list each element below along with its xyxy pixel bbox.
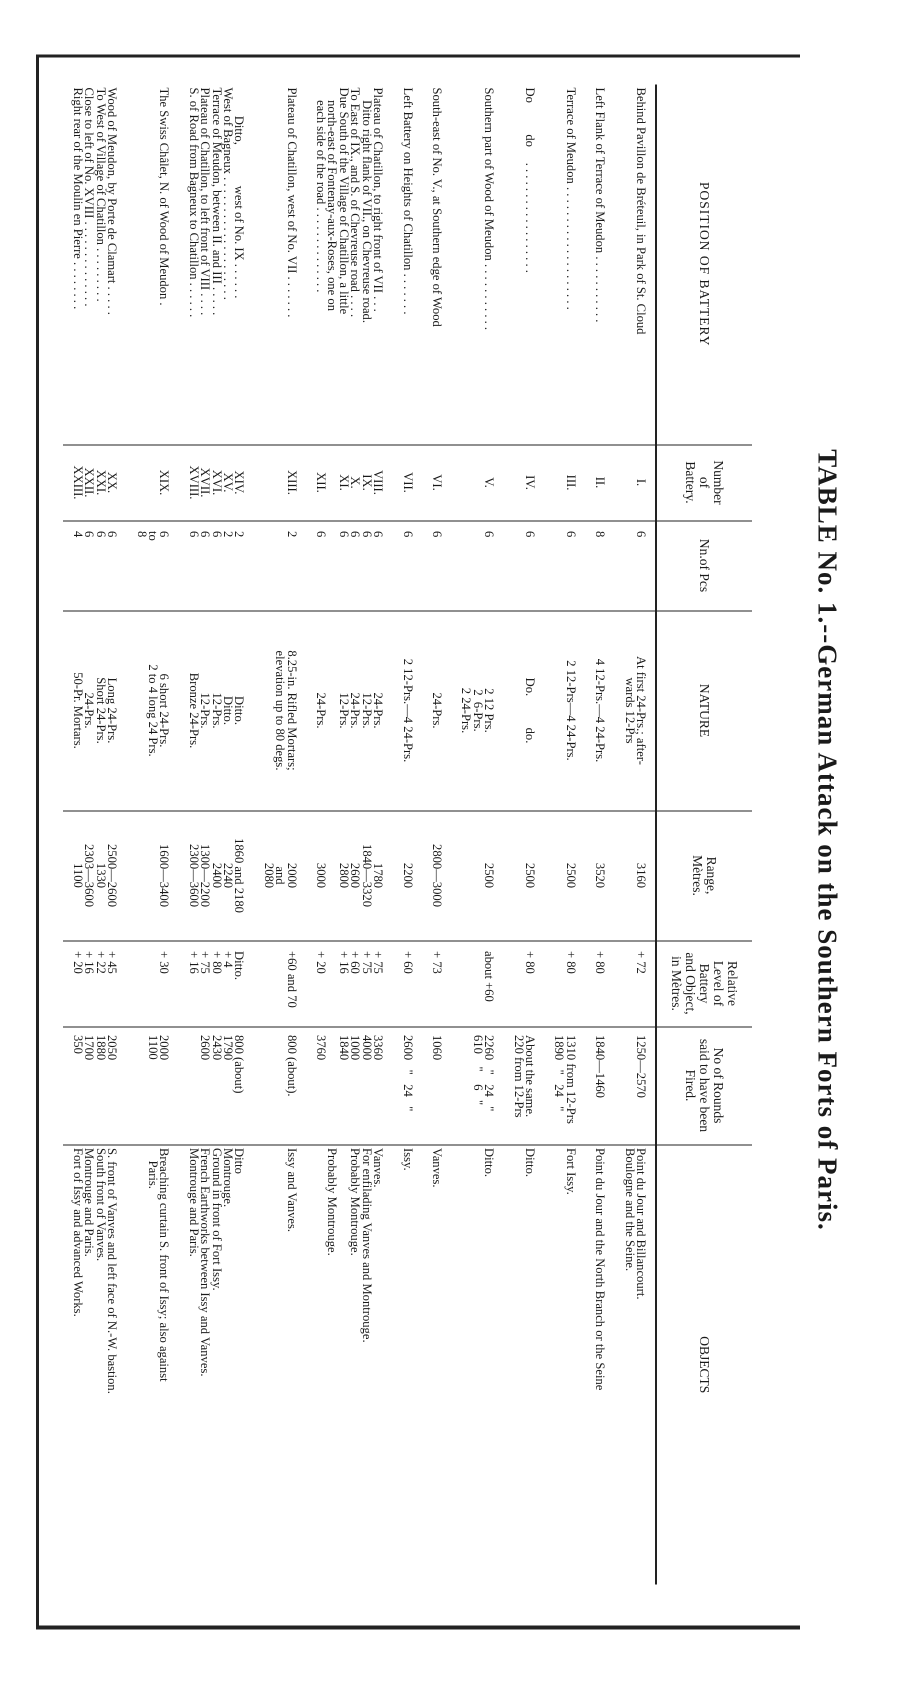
- cell-nature: Long 24-Prs. Short 24-Prs. 24-Prs. 50-Pr. Mortars.: [63, 611, 127, 811]
- cell-pieces: 6: [614, 521, 656, 611]
- cell-number: XIII.: [253, 445, 305, 521]
- battery-table: [63, 85, 752, 1585]
- header-level: Relative Level of Battery and Object, in Mètres.: [656, 941, 752, 1027]
- cell-range: 2200: [392, 811, 421, 941]
- cell-nature: 4 12-Prs.—4 24-Prs.: [585, 611, 614, 811]
- header-position: POSITION OF BATTERY: [656, 85, 752, 445]
- table-row: [585, 85, 614, 1585]
- cell-rounds: 800 (about).: [253, 1027, 305, 1145]
- cell-range: 1600—3400: [126, 811, 178, 941]
- cell-number: XIV. XV. XVI. XVII. XVIII.: [178, 445, 253, 521]
- cell-position: Left Battery on Heights of Chatillon . . . . . . .: [400, 87, 415, 315]
- cell-nature: 2 12 Prs. 2 6-Prs. 2 24-Prs.: [451, 611, 503, 811]
- cell-pieces: 6: [392, 521, 421, 611]
- table-row: [63, 85, 127, 1585]
- cell-range: 3520: [585, 811, 614, 941]
- cell-nature: 6 short 24-Prs. 2 to 4 long 24 Prs.: [126, 611, 178, 811]
- cell-nature: Ditto. Ditto. 12-Prs. 12-Prs. Bronze 24-Prs.: [178, 611, 253, 811]
- cell-objects: Ditto.: [503, 1145, 544, 1585]
- header-number: Number of Battery.: [656, 445, 752, 521]
- cell-rounds: 2600 " 24 ": [392, 1027, 421, 1145]
- cell-range: 3160: [614, 811, 656, 941]
- table-row: [503, 85, 544, 1585]
- header-pieces: Nn.of Pcs: [656, 521, 752, 611]
- cell-range: 1780 1840—3320 2600 2800 3000: [306, 811, 392, 941]
- cell-position: Do do . . . . . . . . . . . . . . . . . .: [522, 87, 537, 273]
- cell-position: Plateau of Chatillon, west of No. VII . . . . . . .: [284, 87, 299, 318]
- cell-number: VI.: [422, 445, 451, 521]
- cell-range: 2500—2600 1330 2303—3600 1100: [63, 811, 127, 941]
- header-rounds: No of Rounds said to have been Fired.: [656, 1027, 752, 1145]
- cell-rounds: 2000 1100: [126, 1027, 178, 1145]
- cell-level: + 72: [614, 941, 656, 1027]
- header-range: Range, Mètres.: [656, 811, 752, 941]
- cell-level: + 73: [422, 941, 451, 1027]
- table-body: [63, 85, 656, 1585]
- cell-pieces: 6: [451, 521, 503, 611]
- cell-objects: Fort Issy.: [544, 1145, 585, 1585]
- battery-table-sheet: [36, 55, 800, 1630]
- cell-level: + 30: [126, 941, 178, 1027]
- table-header: [656, 85, 752, 1585]
- table-row: [253, 85, 305, 1585]
- cell-number: XIX.: [126, 445, 178, 521]
- cell-position: South-east of No. V., at Southern edge of Wood: [429, 87, 444, 327]
- cell-nature: 2 12-Prs.—4 24-Prs.: [392, 611, 421, 811]
- cell-objects: Ditto Montrouge. Ground in front of Fort Issy. French Earthworks between Issy and Vanves. Montrouge and Paris.: [178, 1145, 253, 1585]
- cell-position: Southern part of Wood of Meudon . . . . . . . . . . .: [482, 87, 497, 331]
- cell-nature: 24-Prs.: [422, 611, 451, 811]
- cell-pieces: 8: [585, 521, 614, 611]
- cell-rounds: 2050 1880 1700 350: [63, 1027, 127, 1145]
- cell-pieces: 6: [544, 521, 585, 611]
- cell-rounds: 3360 4000 1000 1840 3760: [306, 1027, 392, 1145]
- cell-range: 2500: [451, 811, 503, 941]
- cell-rounds: 1060: [422, 1027, 451, 1145]
- table-row: [178, 85, 253, 1585]
- cell-objects: Ditto.: [451, 1145, 503, 1585]
- cell-objects: Point du Jour and the North Branch or the Seine: [585, 1145, 614, 1585]
- cell-level: Ditto. + 4 + 80 + 75 + 16: [178, 941, 253, 1027]
- cell-rounds: 800 (about) 1790 2430 2600: [178, 1027, 253, 1145]
- page-title: TABLE No. 1.--German Attack on the Southern Forts of Paris.: [812, 449, 843, 1231]
- table-row: [544, 85, 585, 1585]
- cell-range: 2500: [503, 811, 544, 941]
- cell-position: Plateau of Chatillon, to right front of VII . . . Ditto right flank of VII., on Chevreuse road. To East of IX., and S. of Chevreuse road . . . . Due South of the Village of Chatillon, a little north-east of Fontenay-aux-Roses, one on each side of the road . . . . . . . . . . . . . .: [314, 87, 386, 323]
- cell-nature: 8.25-in. Rifled Mortars; elevation up to 80 degs.: [253, 611, 305, 811]
- cell-position: Behind Pavillon de Bréteuil, in Park of St. Cloud: [634, 87, 648, 335]
- header-nature: NATURE: [656, 611, 752, 811]
- cell-nature: 2 12-Prs—4 24-Prs.: [544, 611, 585, 811]
- cell-pieces: 2 2 6 6 6: [178, 521, 253, 611]
- cell-pieces: 6 to 8: [126, 521, 178, 611]
- cell-level: +60 and 70: [253, 941, 305, 1027]
- cell-number: II.: [585, 445, 614, 521]
- cell-level: + 80: [544, 941, 585, 1027]
- table-row: [451, 85, 503, 1585]
- cell-range: 2800—3000: [422, 811, 451, 941]
- cell-nature: At first 24-Prs.; after- wards 12-Prs: [614, 611, 656, 811]
- cell-level: + 45 + 22 + 16 + 20: [63, 941, 127, 1027]
- cell-level: + 80: [503, 941, 544, 1027]
- cell-level: + 75 + 75 + 60 + 16 + 20: [306, 941, 392, 1027]
- cell-rounds: 1310 from 12-Prs 1890 " 24 ": [544, 1027, 585, 1145]
- cell-range: 2000 and 2080: [253, 811, 305, 941]
- cell-position: The Swiss Châlet, N. of Wood of Meudon .: [157, 87, 172, 306]
- cell-position: Terrace of Meudon . . . . . . . . . . . . . . . . . . . .: [563, 87, 578, 310]
- header-objects: OBJECTS: [656, 1145, 752, 1585]
- cell-pieces: 6: [503, 521, 544, 611]
- cell-objects: Point du Jour and Billancourt. Boulogne and the Seine.: [614, 1145, 656, 1585]
- cell-nature: 24-Prs. 12-Prs. 24-Prs. 12-Prs. 24-Prs.: [306, 611, 392, 811]
- cell-number: VII.: [392, 445, 421, 521]
- table-row: [126, 85, 178, 1585]
- cell-level: + 80: [585, 941, 614, 1027]
- cell-range: 1860 and 2180 2240 2400 1300—2200 2300—3600: [178, 811, 253, 941]
- cell-pieces: 6 6 6 4: [63, 521, 127, 611]
- table-row: [392, 85, 421, 1585]
- cell-objects: Breaching curtain S. front of Issy; also against Paris.: [126, 1145, 178, 1585]
- cell-rounds: About the same. 220 from 12-Prs: [503, 1027, 544, 1145]
- cell-level: about +60: [451, 941, 503, 1027]
- table-row: [422, 85, 451, 1585]
- cell-rounds: 2260 " 24 " 610 " 6 ": [451, 1027, 503, 1145]
- cell-pieces: 2: [253, 521, 305, 611]
- cell-objects: Vanves.: [422, 1145, 451, 1585]
- cell-number: XX. XXI. XXII. XXIII.: [63, 445, 127, 521]
- cell-rounds: 1250—2570: [614, 1027, 656, 1145]
- cell-number: III.: [544, 445, 585, 521]
- cell-objects: Issy.: [392, 1145, 421, 1585]
- cell-level: + 60: [392, 941, 421, 1027]
- cell-pieces: 6: [422, 521, 451, 611]
- table-row: [614, 85, 656, 1585]
- cell-nature: Do. do.: [503, 611, 544, 811]
- cell-number: I.: [614, 445, 656, 521]
- cell-objects: Vanves. For enfilading Vanves and Montrouge. Probably Montrouge. Probably Montrouge.: [306, 1145, 392, 1585]
- cell-position: Ditto, west of No. IX . . . . . . West of Bagneux . . . . . . . . . . . . . . . . . . . . Terrace of Meudon, between II. and III . . . . . Plateau of Chatillon, to left front of VIII . . . . S. of Road from Bagneux to Chatillon . . . . . .: [186, 87, 247, 318]
- cell-position: Left Flank of Terrace of Meudon . . . . . . . . . . .: [593, 87, 608, 323]
- cell-position: Wood of Meudon, by Porte de Clamart . . . . . To West of Village of Chatillon . . . . . . . . . Close to left of No. XVIII . . . . . . . . . . . . . . Right rear of the Moulin en Pierre . . . . . . . .: [71, 87, 120, 315]
- cell-number: V.: [451, 445, 503, 521]
- cell-number: VIII. IX. X. XI. XII.: [306, 445, 392, 521]
- table-row: [306, 85, 392, 1585]
- cell-objects: S. front of Vanves and left face of N.-W. bastion. South front of Vanves. Montrouge and Paris. Fort of Issy and advanced Works.: [63, 1145, 127, 1585]
- cell-rounds: 1840—1460: [585, 1027, 614, 1145]
- cell-number: IV.: [503, 445, 544, 521]
- cell-pieces: 6 6 6 6 6: [306, 521, 392, 611]
- cell-range: 2500: [544, 811, 585, 941]
- cell-objects: Issy and Vanves.: [253, 1145, 305, 1585]
